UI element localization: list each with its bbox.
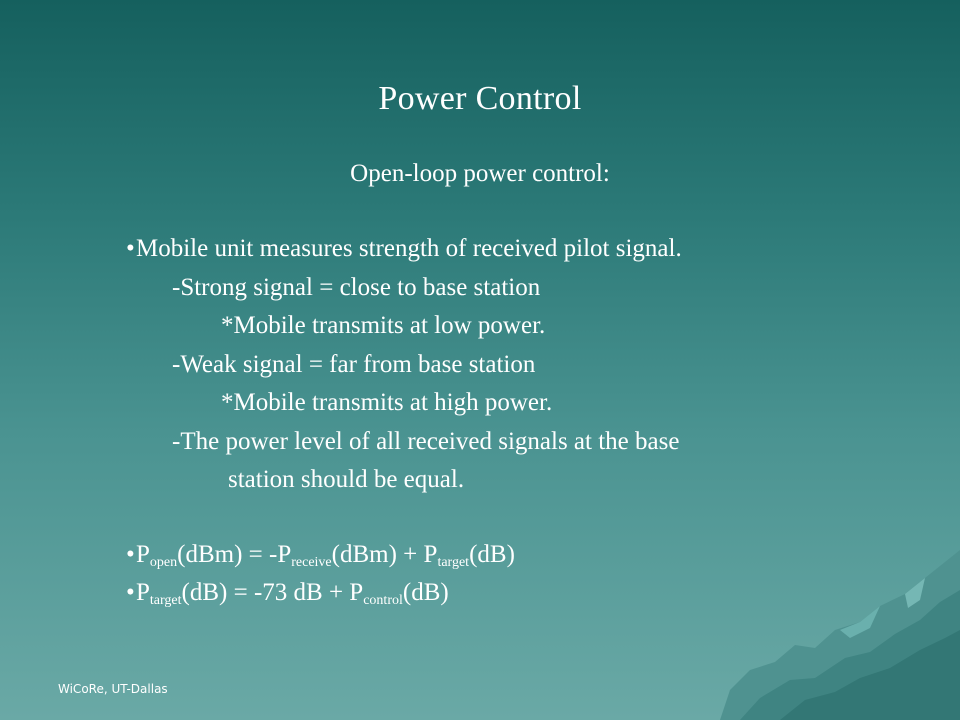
equation-text: P [136,579,150,606]
list-item: -Weak signal = far from base station [172,350,536,378]
list-item: -The power level of all received signals at the base [172,427,680,455]
spacer [126,500,866,536]
equation-subscript: target [149,593,182,608]
list-item: *Mobile transmits at high power. [221,389,553,416]
list-item: -Strong signal = close to base station [172,273,541,301]
equation-subscript: receive [291,554,332,570]
slide-title: Power Control [378,80,582,117]
equation-text: (dB) = -73 dB + P [181,579,364,606]
equation-text: (dB) [402,579,449,606]
slide-subtitle: Open-loop power control: [350,160,610,187]
equation-text: (dB) [469,540,515,568]
equation-text: (dBm) + P [331,540,438,568]
equation-open-power [126,536,866,575]
equation-subscript: open [149,554,178,570]
equation-target-power [126,574,866,613]
bullet-item: • Mobile unit measures strength of received pilot signal. [126,230,866,269]
list-item: *Mobile transmits at low power. [221,312,546,339]
slide-body [126,230,866,613]
footer-text: WiCoRe, UT-Dallas [58,682,168,696]
list-item: station should be equal. [228,466,465,493]
equation-subscript: target [437,554,470,570]
equation-text: P [136,540,150,568]
equation-subscript: control [363,593,403,608]
equation-text: (dBm) = -P [177,540,292,568]
